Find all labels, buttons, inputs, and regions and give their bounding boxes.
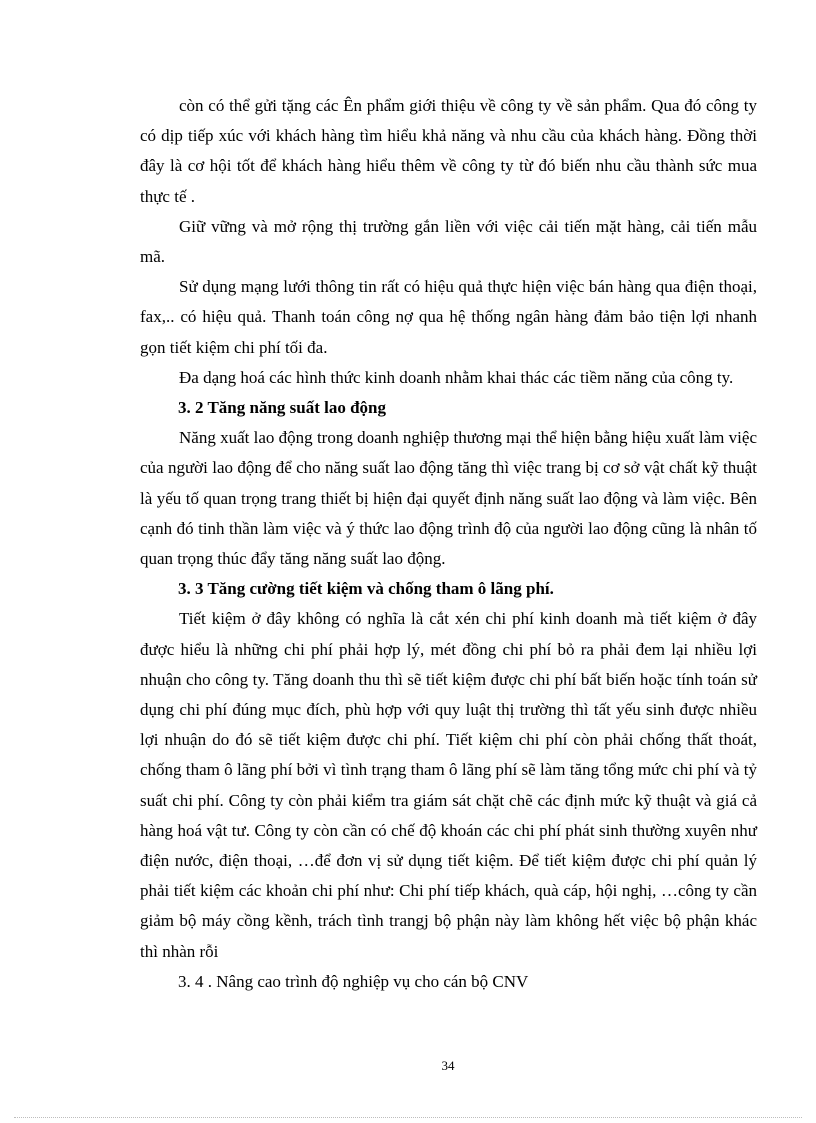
footer-divider	[14, 1117, 802, 1118]
page-number: 34	[441, 1058, 455, 1073]
document-body	[140, 91, 757, 997]
section-heading-3-4: 3. 4 . Nâng cao trình độ nghiệp vụ cho cán bộ CNV	[178, 971, 529, 991]
paragraph-promotional-materials: còn có thể gửi tặng các Ên phẩm giới thiệu về công ty về sản phẩm. Qua đó công ty có dịp tiếp xúc với khách hàng tìm hiểu khả năng và nhu cầu của khách hàng. Đồng thời đây là cơ hội tốt để khách hàng hiểu thêm về công ty từ đó biến nhu cầu thành sức mua thực tế .	[140, 96, 757, 206]
section-heading-3-3: 3. 3 Tăng cường tiết kiệm và chống tham ô lãng phí.	[178, 579, 554, 599]
paragraph-information-network: Sử dụng mạng lưới thông tin rất có hiệu quả thực hiện việc bán hàng qua điện thoại, fax,.. có hiệu quả. Thanh toán công nợ qua hệ thống ngân hàng đảm bảo tiện lợi nhanh gọn tiết kiệm chi phí tối đa.	[140, 277, 757, 357]
section-body-3-2: Năng xuất lao động trong doanh nghiệp thương mại thể hiện bằng hiệu xuất làm việc của người lao động để cho năng suất lao động tăng thì việc trang bị cơ sở vật chất kỹ thuật là yếu tố quan trọng trang thiết bị hiện đại quyết định năng suất lao động và làm việc. Bên cạnh đó tinh thần làm việc và ý thức lao động trình độ của người lao động cũng là nhân tố quan trọng thúc đẩy tăng năng suất lao động.	[140, 428, 757, 569]
paragraph-business-diversification: Đa dạng hoá các hình thức kinh doanh nhằm khai thác các tiềm năng của công ty.	[179, 367, 734, 387]
paragraph-market-expansion: Giữ vững và mở rộng thị trường gắn liền với việc cải tiến mặt hàng, cải tiến mẫu mã.	[140, 216, 757, 267]
section-heading-3-2: 3. 2 Tăng năng suất lao động	[178, 398, 387, 418]
section-body-3-3: Tiết kiệm ở đây không có nghĩa là cắt xén chi phí kinh doanh mà tiết kiệm ở đây được hiểu là những chi phí phải hợp lý, mét đồng chi phí bỏ ra phải đem lại nhiều lợi nhuận cho công ty. Tăng doanh thu thì sẽ tiết kiệm được chi phí bất biến hoặc tính toán sử dụng chi phí đúng mục đích, phù hợp với quy luật thị trường thì tất yếu sinh được nhiều lợi nhuận do đó sẽ tiết kiệm được chi phí. Tiết kiệm chi phí còn phải chống thất thoát, chống tham ô lãng phí bởi vì tình trạng tham ô lãng phí sẽ làm tăng tổng mức chi phí và tỷ suất chi phí. Công ty còn phải kiểm tra giám sát chặt chẽ các định mức kỹ thuật và giá cả hàng hoá vật tư. Công ty còn cần có chế độ khoán các chi phí phát sinh thường xuyên như điện nước, điện thoại, …để đơn vị sử dụng tiết kiệm. Để tiết kiệm được chi phí quản lý phải tiết kiệm các khoản chi phí như: Chi phí tiếp khách, quà cáp, hội nghị, …công ty cần giảm bộ máy cồng kềnh, trách tình trangj bộ phận này làm không hết việc bộ phận khác thì nhàn rỗi	[140, 609, 757, 961]
